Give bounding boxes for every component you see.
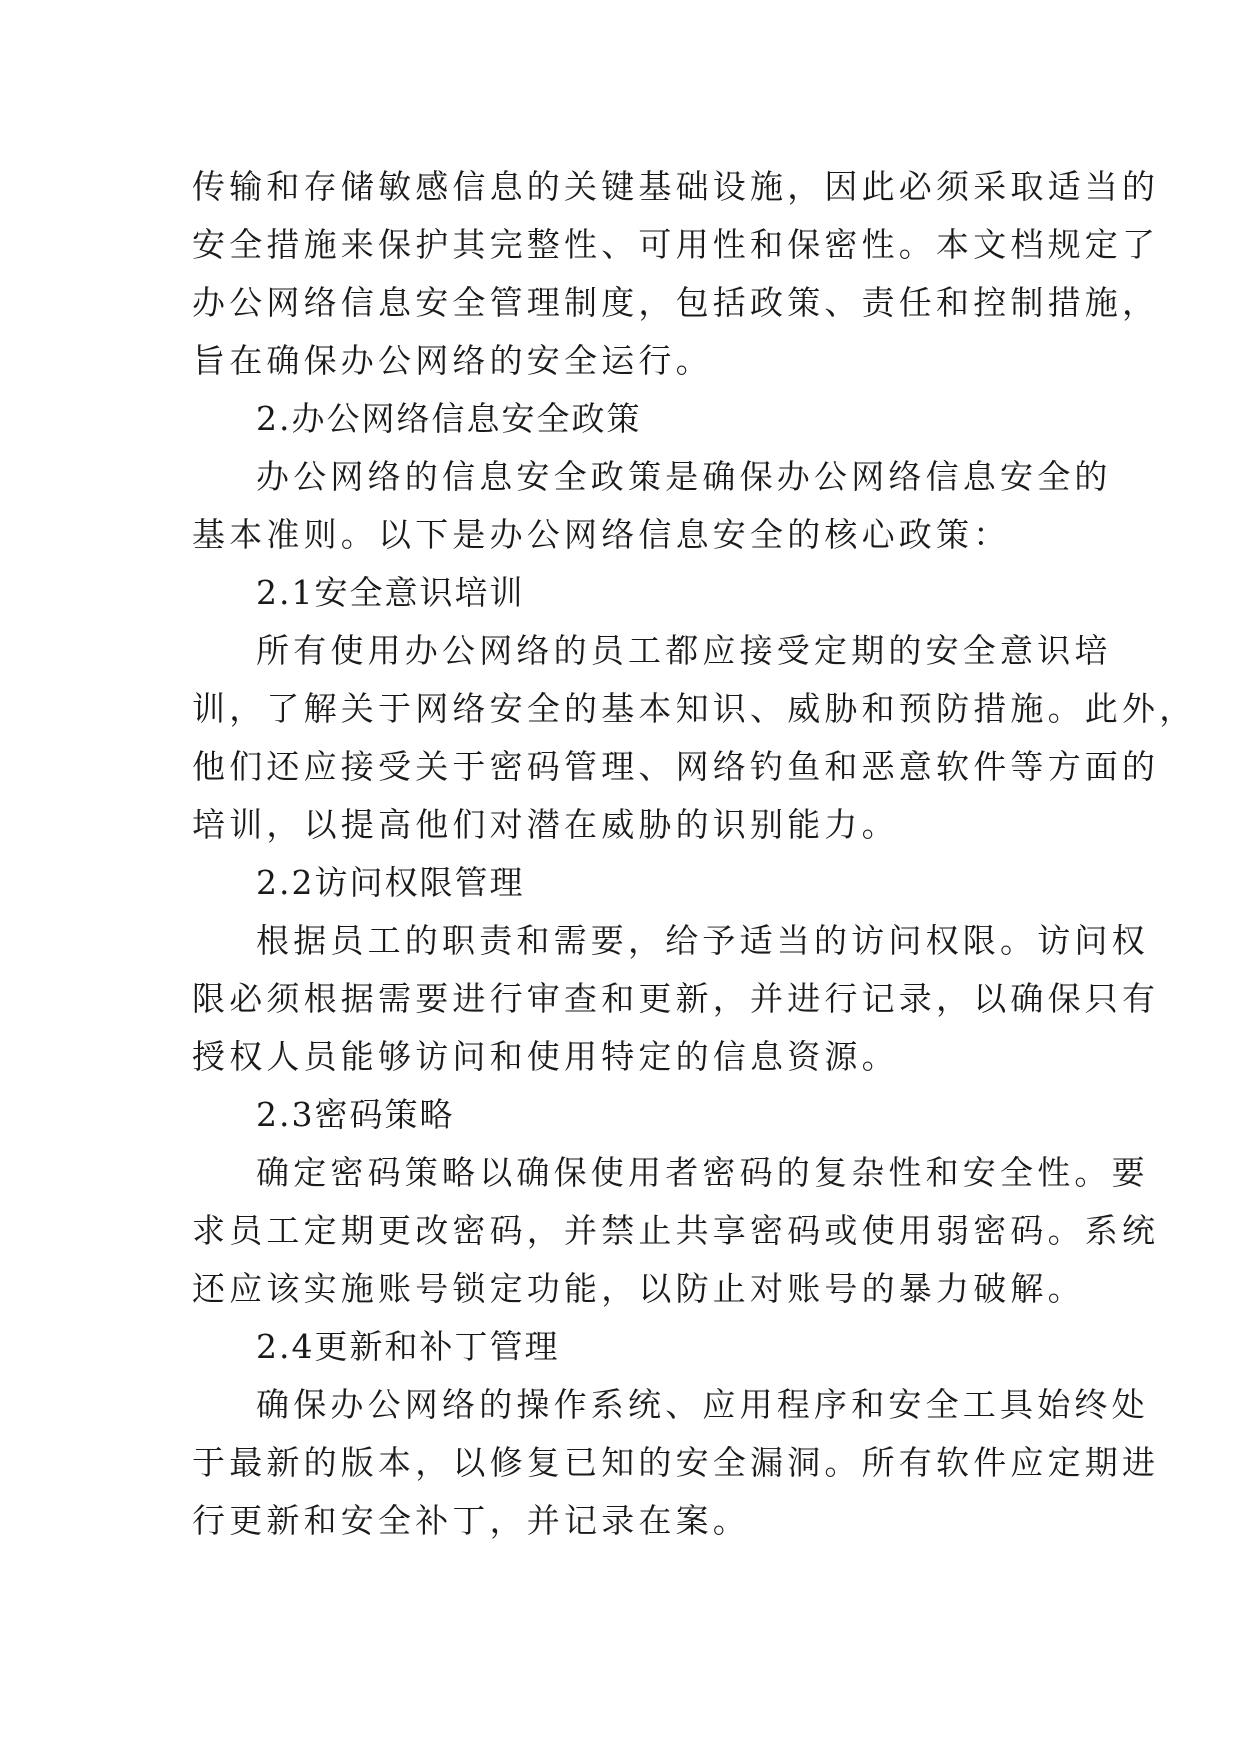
paragraph-line: 还应该实施账号锁定功能，以防止对账号的暴力破解。 [192, 1269, 1085, 1308]
paragraph-line: 所有使用办公网络的员工都应接受定期的安全意识培 [256, 631, 1112, 670]
paragraph-line: 确定密码策略以确保使用者密码的复杂性和安全性。要 [256, 1153, 1149, 1192]
paragraph-line: 传输和存储敏感信息的关键基础设施，因此必须采取适当的 [192, 167, 1160, 206]
paragraph-line: 限必须根据需要进行审查和更新，并进行记录，以确保只有 [192, 979, 1160, 1018]
paragraph-line: 安全措施来保护其完整性、可用性和保密性。本文档规定了 [192, 225, 1160, 264]
subsection-heading: 2.1安全意识培训 [256, 573, 525, 612]
paragraph-line: 他们还应接受关于密码管理、网络钓鱼和恶意软件等方面的 [192, 747, 1160, 786]
paragraph-line: 授权人员能够访问和使用特定的信息资源。 [192, 1037, 899, 1076]
document-body [192, 158, 1197, 1550]
subsection-heading: 2.3密码策略 [256, 1095, 455, 1134]
section-heading: 2.办公网络信息安全政策 [256, 399, 642, 438]
paragraph-line: 训，了解关于网络安全的基本知识、威胁和预防措施。此外， [192, 689, 1197, 728]
paragraph-line: 基本准则。以下是办公网络信息安全的核心政策： [192, 515, 1011, 554]
paragraph-line: 旨在确保办公网络的安全运行。 [192, 341, 713, 380]
subsection-heading: 2.4更新和补丁管理 [256, 1327, 560, 1366]
paragraph-line: 办公网络的信息安全政策是确保办公网络信息安全的 [256, 457, 1112, 496]
paragraph-line: 办公网络信息安全管理制度，包括政策、责任和控制措施， [192, 283, 1160, 322]
paragraph-line: 求员工定期更改密码，并禁止共享密码或使用弱密码。系统 [192, 1211, 1160, 1250]
paragraph-line: 根据员工的职责和需要，给予适当的访问权限。访问权 [256, 921, 1149, 960]
paragraph-line: 于最新的版本，以修复已知的安全漏洞。所有软件应定期进 [192, 1443, 1160, 1482]
paragraph-line: 确保办公网络的操作系统、应用程序和安全工具始终处 [256, 1385, 1149, 1424]
subsection-heading: 2.2访问权限管理 [256, 863, 525, 902]
paragraph-line: 培训，以提高他们对潜在威胁的识别能力。 [192, 805, 899, 844]
paragraph-line: 行更新和安全补丁，并记录在案。 [192, 1501, 750, 1540]
